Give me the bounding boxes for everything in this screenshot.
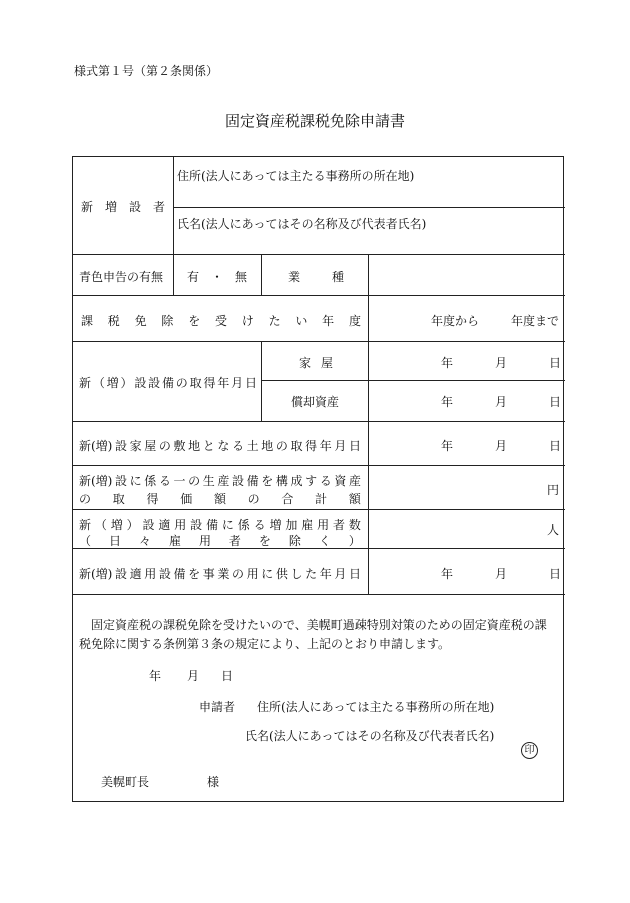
year-to-label: 年度まで bbox=[511, 314, 560, 328]
installer-address-label: 住所(法人にあっては主たる事務所の所在地) bbox=[177, 169, 415, 183]
blue-return-no: 無 bbox=[234, 270, 247, 284]
asset-total-label-line2: の 取 得 価 額 の 合 計 額 bbox=[79, 492, 361, 506]
land-date-year: 年 bbox=[441, 439, 454, 453]
col-divider bbox=[261, 254, 262, 295]
business-use-label: 新(増) 設 適 用 設 備 を 事 業 の 用 に 供 し た 年 月 日 bbox=[79, 567, 361, 581]
row-divider bbox=[73, 254, 565, 255]
char: 新 bbox=[81, 200, 94, 214]
applicant-label: 申請者 bbox=[199, 700, 236, 714]
col-divider bbox=[261, 341, 262, 421]
char: 業 bbox=[288, 270, 301, 284]
yen-unit: 円 bbox=[547, 483, 560, 497]
char: 受 bbox=[214, 314, 227, 328]
asset-date-month: 月 bbox=[495, 395, 508, 409]
declaration-line2: 税免除に関する条例第３条の規定により、上記のとおり申請します。 bbox=[79, 637, 451, 651]
depreciable-asset-label: 償却資産 bbox=[291, 395, 340, 409]
row-divider bbox=[73, 465, 565, 466]
house-date-year: 年 bbox=[441, 356, 454, 370]
asset-total-label-line1: 新(増) 設 に 係 る 一 の 生 産 設 備 を 構 成 す る 資 産 bbox=[79, 474, 361, 488]
application-form-table bbox=[72, 156, 564, 802]
char: を bbox=[188, 314, 201, 328]
row-divider bbox=[73, 509, 565, 510]
row-divider bbox=[73, 421, 565, 422]
row-divider bbox=[73, 594, 565, 595]
char: た bbox=[268, 314, 281, 328]
seal-mark: 印 bbox=[521, 742, 538, 759]
installer-name-label: 氏名(法人にあってはその名称及び代表者氏名) bbox=[177, 217, 427, 231]
applicant-address-label: 住所(法人にあっては主たる事務所の所在地) bbox=[257, 700, 495, 714]
char: 者 bbox=[152, 200, 165, 214]
row-divider bbox=[261, 380, 565, 381]
year-from-label: 年度から bbox=[431, 314, 480, 328]
land-date-day: 日 bbox=[549, 439, 562, 453]
char: 年 bbox=[322, 314, 335, 328]
row-divider bbox=[73, 295, 565, 296]
declaration-line1: 固定資産税の課税免除を受けたいので、美幌町過疎特別対策のための固定資産税の課 bbox=[91, 618, 547, 632]
row-divider bbox=[173, 207, 565, 208]
application-date-year: 年 bbox=[149, 669, 162, 683]
blue-return-label: 青色申告の有無 bbox=[79, 270, 164, 284]
row-divider bbox=[73, 341, 565, 342]
char: 課 bbox=[81, 314, 94, 328]
application-date-day: 日 bbox=[221, 669, 234, 683]
house-label: 家 屋 bbox=[299, 356, 333, 370]
tax-exempt-year-label bbox=[81, 312, 361, 329]
house-date-day: 日 bbox=[549, 356, 562, 370]
business-date-year: 年 bbox=[441, 567, 454, 581]
employees-label-line1: 新 （ 増 ） 設 適 用 設 備 に 係 る 増 加 雇 用 者 数 bbox=[79, 518, 361, 532]
char: 設 bbox=[128, 200, 141, 214]
application-date-month: 月 bbox=[187, 669, 200, 683]
char: い bbox=[295, 314, 308, 328]
separator-dot: ・ bbox=[210, 270, 223, 284]
char: 免 bbox=[134, 314, 147, 328]
form-number: 様式第１号（第２条関係） bbox=[74, 64, 219, 78]
business-date-month: 月 bbox=[495, 567, 508, 581]
land-date-month: 月 bbox=[495, 439, 508, 453]
col-divider bbox=[368, 254, 369, 295]
house-date-month: 月 bbox=[495, 356, 508, 370]
col-divider bbox=[368, 341, 369, 594]
blue-return-options bbox=[187, 268, 247, 285]
asset-date-day: 日 bbox=[549, 395, 562, 409]
blue-return-yes: 有 bbox=[187, 270, 200, 284]
employees-label-line2: （ 日 々 雇 用 者 を 除 く ） bbox=[79, 534, 361, 548]
char: 税 bbox=[107, 314, 120, 328]
page-title: 固定資産税課税免除申請書 bbox=[224, 112, 405, 130]
char: 除 bbox=[161, 314, 174, 328]
asset-date-year: 年 bbox=[441, 395, 454, 409]
person-unit: 人 bbox=[547, 523, 560, 537]
honorific-label: 様 bbox=[207, 775, 220, 789]
business-date-day: 日 bbox=[549, 567, 562, 581]
char: 増 bbox=[104, 200, 117, 214]
col-divider bbox=[368, 295, 369, 341]
col-divider bbox=[173, 254, 174, 295]
char: 度 bbox=[348, 314, 361, 328]
acquisition-date-label: 新 （ 増 ） 設 設 備 の 取 得 年 月 日 bbox=[79, 376, 257, 390]
land-acquisition-label: 新(増) 設 家 屋 の 敷 地 と な る 土 地 の 取 得 年 月 日 bbox=[79, 439, 361, 453]
char: 種 bbox=[331, 270, 344, 284]
char: け bbox=[241, 314, 254, 328]
addressee-label: 美幌町長 bbox=[101, 775, 150, 789]
industry-label bbox=[288, 268, 344, 285]
col-divider bbox=[173, 157, 174, 254]
applicant-name-label: 氏名(法人にあってはその名称及び代表者氏名) bbox=[245, 729, 495, 743]
new-installer-label bbox=[81, 198, 165, 215]
